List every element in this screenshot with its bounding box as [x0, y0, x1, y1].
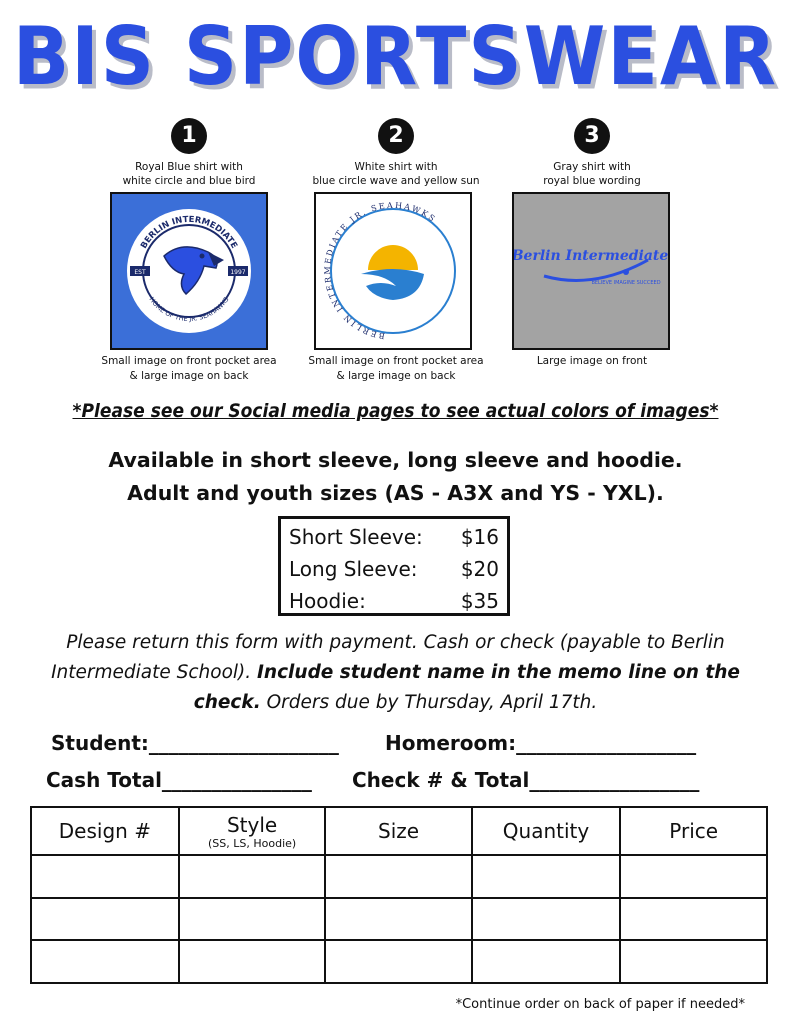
price-row	[289, 521, 499, 553]
caption-line: & large image on back	[336, 370, 456, 382]
table-row	[31, 940, 767, 983]
table-cell[interactable]	[31, 940, 179, 983]
table-cell[interactable]	[179, 898, 326, 941]
number-badge: 3	[574, 118, 610, 154]
sun-wave-logo	[316, 194, 470, 348]
price-value: $35	[460, 589, 499, 613]
desc-line: white circle and blue bird	[122, 175, 256, 187]
header-design: Design #	[31, 807, 179, 855]
homeroom-field[interactable]: Homeroom:__________________	[385, 731, 697, 755]
instructions-part: Please return this form with payment. Cash or check (payable to Berlin Intermediate School).	[51, 632, 725, 683]
number-badge: 2	[378, 118, 414, 154]
table-cell[interactable]	[620, 855, 767, 898]
page-title: BIS SPORTSWEAR	[12, 10, 779, 104]
sizes-line: Adult and youth sizes (AS - A3X and YS - YXL).	[127, 481, 664, 505]
table-cell[interactable]	[472, 855, 621, 898]
caption-line: Small image on front pocket area	[308, 355, 484, 367]
logo-bottom-text: HOME OF THE JR. SEAHAWKS	[147, 295, 231, 324]
header-price: Price	[620, 807, 767, 855]
price-label: Hoodie:	[289, 589, 366, 613]
header-size: Size	[325, 807, 471, 855]
design-description	[492, 160, 692, 190]
seahawk-logo	[112, 194, 266, 348]
table-header-row	[31, 807, 767, 855]
caption-line: Large image on front	[536, 355, 648, 367]
logo-ring-text: BERLIN INTERMEDIATE JR. SEAHAWKS	[322, 200, 438, 341]
table-cell[interactable]	[31, 898, 179, 941]
style-options: (SS, LS, Hoodie)	[208, 836, 297, 850]
number-badge: 1	[171, 118, 207, 154]
design-3-image	[512, 192, 670, 350]
design-2-image	[314, 192, 472, 350]
desc-line: royal blue wording	[543, 175, 641, 187]
due-date: Orders due by Thursday, April 17th.	[260, 692, 598, 713]
script-logo	[514, 194, 668, 348]
caption-line: Small image on front pocket area	[101, 355, 277, 367]
table-cell[interactable]	[325, 940, 471, 983]
instructions-text	[40, 628, 751, 718]
price-box	[278, 516, 510, 616]
design-1	[89, 118, 289, 190]
design-description	[89, 160, 289, 190]
table-cell[interactable]	[472, 898, 621, 941]
desc-line: Gray shirt with	[553, 161, 631, 173]
style-label: Style	[226, 812, 278, 837]
desc-line: White shirt with	[354, 161, 438, 173]
header-quantity: Quantity	[472, 807, 621, 855]
price-label: Long Sleeve:	[289, 557, 418, 581]
availability-text	[0, 444, 791, 510]
logo-top-text: BERLIN INTERMEDIATE	[139, 214, 239, 251]
social-media-notice: *Please see our Social media pages to see actual colors of images*	[72, 400, 719, 422]
table-cell[interactable]	[325, 855, 471, 898]
table-row	[31, 898, 767, 941]
design-3	[492, 118, 692, 190]
design-1-caption	[89, 354, 289, 384]
script-text: Berlin Intermediate	[514, 248, 668, 264]
year-text: 1997	[230, 269, 246, 276]
table-cell[interactable]	[325, 898, 471, 941]
design-2	[296, 118, 496, 190]
price-label: Short Sleeve:	[289, 525, 423, 549]
price-value: $16	[460, 525, 499, 549]
table-cell[interactable]	[620, 940, 767, 983]
design-3-caption	[492, 354, 692, 369]
caption-line: & large image on back	[129, 370, 249, 382]
footer-note: *Continue order on back of paper if needed*	[455, 997, 745, 1012]
table-cell[interactable]	[179, 940, 326, 983]
price-row	[289, 585, 499, 617]
design-2-caption	[296, 354, 496, 384]
cash-total-field[interactable]: Cash Total_______________	[46, 768, 312, 792]
memo-instruction: Include student name in the memo line on the check.	[193, 662, 740, 713]
design-description	[296, 160, 496, 190]
availability-line: Available in short sleeve, long sleeve and hoodie.	[108, 448, 683, 472]
student-field[interactable]: Student:___________________	[51, 731, 339, 755]
desc-line: blue circle wave and yellow sun	[312, 175, 480, 187]
price-row	[289, 553, 499, 585]
order-table	[30, 806, 768, 984]
table-cell[interactable]	[179, 855, 326, 898]
table-cell[interactable]	[31, 855, 179, 898]
table-cell[interactable]	[472, 940, 621, 983]
desc-line: Royal Blue shirt with	[135, 161, 243, 173]
est-text: EST	[134, 269, 146, 276]
table-cell[interactable]	[620, 898, 767, 941]
design-1-image	[110, 192, 268, 350]
header-style	[179, 807, 326, 855]
tagline-text: BELIEVE IMAGINE SUCCEED	[591, 280, 661, 286]
price-value: $20	[460, 557, 499, 581]
check-total-field[interactable]: Check # & Total_________________	[352, 768, 700, 792]
table-row	[31, 855, 767, 898]
